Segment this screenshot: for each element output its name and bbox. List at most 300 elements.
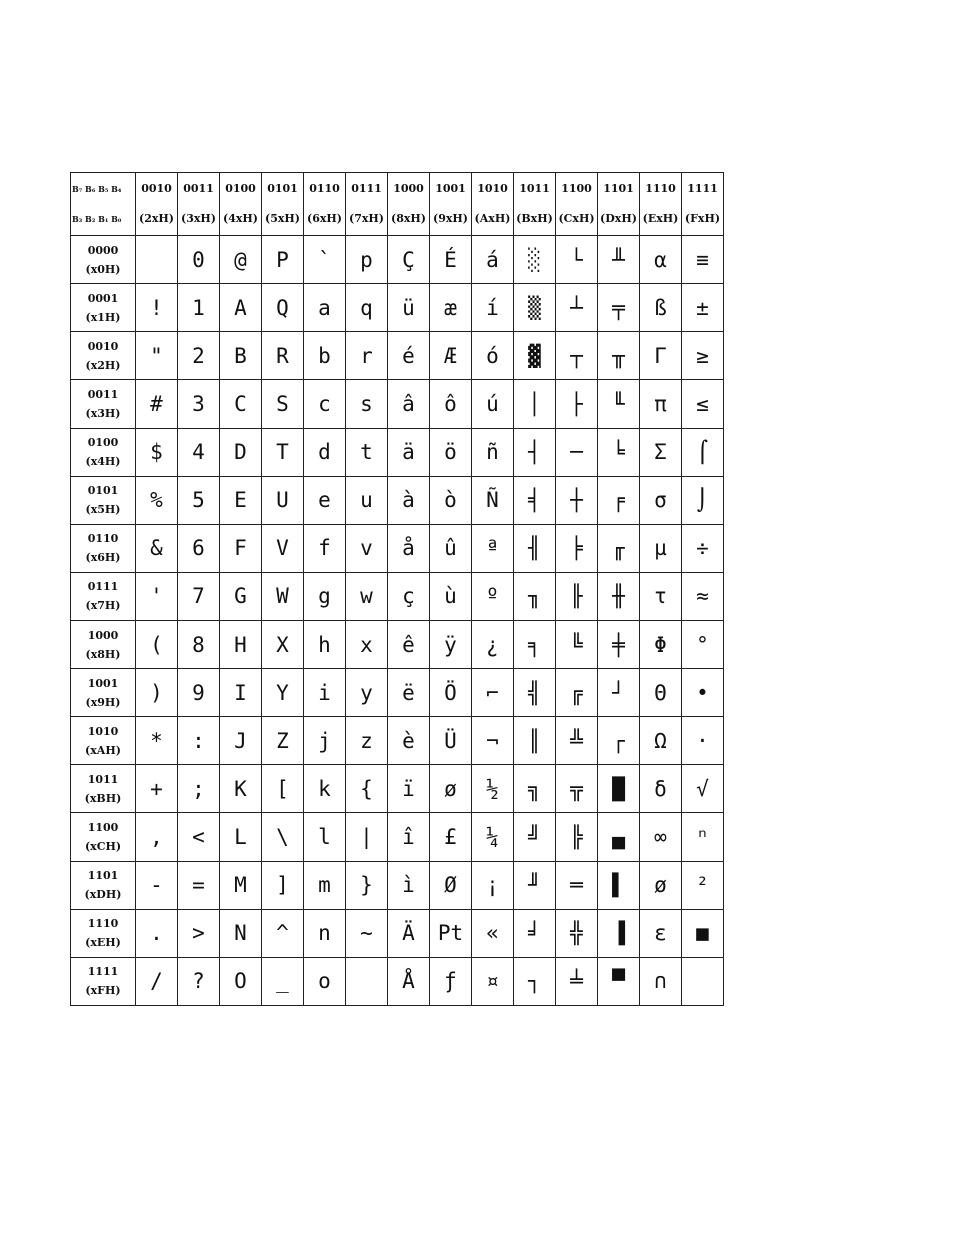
- char-cell: [472, 476, 514, 524]
- char-glyph: Ç: [402, 247, 415, 272]
- char-glyph: ⌠: [696, 440, 709, 465]
- row-header: [71, 717, 136, 765]
- char-cell: [472, 717, 514, 765]
- char-glyph: E: [234, 488, 247, 513]
- char-cell: [262, 861, 304, 909]
- char-cell: [136, 621, 178, 669]
- column-header-hex: (FxH): [684, 212, 721, 226]
- char-glyph: $: [150, 440, 163, 465]
- char-glyph: y: [360, 680, 373, 705]
- char-glyph: S: [276, 392, 289, 417]
- column-header: [556, 173, 598, 236]
- char-cell: [514, 957, 556, 1005]
- char-cell: [514, 428, 556, 476]
- char-cell: [262, 957, 304, 1005]
- char-cell: [388, 717, 430, 765]
- char-cell: [430, 621, 472, 669]
- row-header: [71, 621, 136, 669]
- char-glyph: `: [318, 247, 331, 272]
- char-cell: [388, 524, 430, 572]
- char-cell: [430, 572, 472, 620]
- char-cell: [220, 813, 262, 861]
- char-cell: [430, 332, 472, 380]
- char-cell: [640, 524, 682, 572]
- char-cell: [556, 572, 598, 620]
- row-header-binary: 1011: [87, 772, 119, 786]
- char-glyph: r: [360, 343, 373, 368]
- char-glyph: ╠: [570, 825, 583, 849]
- char-glyph: ñ: [486, 440, 499, 465]
- char-cell: [640, 476, 682, 524]
- char-cell: [220, 909, 262, 957]
- char-cell: [682, 717, 724, 765]
- char-cell: [304, 621, 346, 669]
- char-cell: [430, 957, 472, 1005]
- char-glyph: %: [150, 488, 163, 513]
- char-cell: [136, 332, 178, 380]
- char-glyph: .: [150, 921, 163, 946]
- table-row: [71, 524, 724, 572]
- char-glyph: _: [276, 969, 289, 994]
- char-cell: [178, 957, 220, 1005]
- column-header-binary: 1110: [645, 182, 676, 196]
- char-cell: [640, 284, 682, 332]
- char-cell: [514, 524, 556, 572]
- char-cell: [556, 524, 598, 572]
- char-cell: [682, 332, 724, 380]
- char-glyph: p: [360, 247, 373, 272]
- char-glyph: o: [318, 969, 331, 994]
- column-header-binary: 0100: [225, 182, 256, 196]
- char-cell: [178, 813, 220, 861]
- char-cell: [304, 380, 346, 428]
- char-cell: [388, 813, 430, 861]
- column-header-hex: (5xH): [264, 212, 300, 226]
- column-header-hex: (9xH): [432, 212, 468, 226]
- char-cell: [556, 861, 598, 909]
- char-glyph: |: [360, 825, 373, 849]
- char-glyph: ü: [402, 295, 415, 320]
- char-glyph: ─: [570, 440, 583, 465]
- char-glyph: U: [276, 488, 289, 513]
- char-glyph: ø: [444, 776, 457, 801]
- column-header: [472, 173, 514, 236]
- char-glyph: Γ: [654, 343, 667, 368]
- char-cell: [472, 765, 514, 813]
- char-cell: [178, 236, 220, 284]
- column-header-hex: (DxH): [600, 212, 637, 226]
- char-cell: [598, 572, 640, 620]
- char-glyph: º: [486, 584, 499, 609]
- char-cell: [514, 236, 556, 284]
- char-glyph: ó: [486, 343, 499, 368]
- char-cell: [262, 669, 304, 717]
- char-cell: [136, 861, 178, 909]
- table-row: [71, 332, 724, 380]
- char-cell: [598, 236, 640, 284]
- char-glyph: ▐: [612, 921, 625, 946]
- char-glyph: ^: [276, 921, 289, 946]
- char-glyph: Ñ: [486, 488, 499, 513]
- char-glyph: σ: [654, 488, 667, 513]
- row-header-binary: 1101: [87, 869, 119, 883]
- char-glyph: ≈: [696, 584, 709, 609]
- char-cell: [640, 957, 682, 1005]
- char-glyph: │: [528, 392, 541, 417]
- char-cell: [556, 332, 598, 380]
- char-cell: [472, 332, 514, 380]
- char-cell: [640, 813, 682, 861]
- char-glyph: ·: [696, 728, 709, 753]
- char-cell: [640, 717, 682, 765]
- row-header-hex: (x3H): [85, 407, 121, 421]
- char-cell: [304, 813, 346, 861]
- column-header-binary: 1011: [519, 182, 550, 196]
- column-header: [136, 173, 178, 236]
- char-glyph: <: [192, 825, 205, 849]
- char-glyph: ô: [444, 392, 457, 417]
- row-header-hex: (x8H): [85, 647, 121, 661]
- char-cell: [220, 476, 262, 524]
- column-header-binary: 0111: [351, 182, 382, 196]
- char-cell: [472, 236, 514, 284]
- char-cell: [178, 909, 220, 957]
- char-cell: [346, 765, 388, 813]
- char-cell: [178, 765, 220, 813]
- char-glyph: ╟: [570, 584, 583, 609]
- char-cell: [304, 236, 346, 284]
- char-cell: [220, 669, 262, 717]
- column-header-hex: (2xH): [138, 212, 174, 226]
- char-glyph: F: [234, 536, 247, 561]
- char-cell: [178, 572, 220, 620]
- char-glyph: ╨: [612, 247, 625, 272]
- char-cell: [346, 813, 388, 861]
- char-glyph: ┬: [570, 343, 583, 368]
- column-header-hex: (6xH): [306, 212, 342, 226]
- char-glyph: !: [150, 295, 163, 320]
- char-glyph: ╙: [612, 392, 625, 417]
- char-cell: [556, 813, 598, 861]
- char-cell: [262, 717, 304, 765]
- char-glyph: v: [360, 536, 373, 561]
- char-glyph: ÿ: [444, 632, 457, 657]
- char-cell: [640, 428, 682, 476]
- char-cell: [472, 380, 514, 428]
- column-header-hex: (8xH): [390, 212, 426, 226]
- char-cell: [598, 669, 640, 717]
- char-glyph: Ä: [402, 921, 415, 946]
- char-glyph: É: [444, 247, 457, 272]
- char-glyph: @: [234, 247, 247, 272]
- column-header: [262, 173, 304, 236]
- char-glyph: å: [402, 536, 415, 561]
- char-glyph: ¤: [486, 969, 499, 994]
- char-cell: [388, 380, 430, 428]
- char-cell: [304, 957, 346, 1005]
- char-cell: [556, 380, 598, 428]
- char-glyph: ╒: [612, 488, 625, 513]
- char-cell: [346, 909, 388, 957]
- char-glyph: ┘: [612, 680, 625, 705]
- char-glyph: ~: [360, 921, 373, 946]
- char-cell: [220, 621, 262, 669]
- char-glyph: ú: [486, 392, 499, 417]
- char-glyph: ┼: [570, 488, 583, 513]
- char-cell: [304, 765, 346, 813]
- char-glyph: N: [234, 921, 247, 946]
- char-cell: [430, 909, 472, 957]
- row-header-hex: (x4H): [85, 455, 121, 469]
- char-cell: [262, 524, 304, 572]
- char-glyph: Φ: [654, 632, 667, 657]
- code-page-table-container: [70, 172, 724, 1006]
- row-header: [71, 236, 136, 284]
- row-header-hex: (xAH): [85, 743, 121, 757]
- column-header-binary: 1010: [477, 182, 508, 196]
- char-cell: [388, 621, 430, 669]
- char-cell: [598, 813, 640, 861]
- char-cell: [640, 621, 682, 669]
- char-glyph: ∩: [654, 969, 667, 994]
- char-cell: [556, 236, 598, 284]
- char-cell: [136, 380, 178, 428]
- char-glyph: «: [486, 921, 499, 946]
- char-glyph: Ö: [444, 680, 457, 705]
- char-cell: [556, 428, 598, 476]
- char-cell: [682, 380, 724, 428]
- char-glyph: ]: [276, 873, 289, 898]
- row-header: [71, 813, 136, 861]
- char-glyph: ╖: [528, 584, 541, 609]
- char-cell: [136, 428, 178, 476]
- char-glyph: f: [318, 536, 331, 561]
- char-cell: [346, 476, 388, 524]
- char-cell: [262, 813, 304, 861]
- char-glyph: D: [234, 440, 247, 465]
- char-cell: [514, 909, 556, 957]
- row-header-binary: 0111: [87, 580, 119, 594]
- char-cell: [472, 813, 514, 861]
- char-glyph: /: [150, 969, 163, 994]
- char-cell: [514, 813, 556, 861]
- row-header-hex: (x1H): [85, 310, 121, 324]
- char-glyph: g: [318, 584, 331, 609]
- char-glyph: ┐: [528, 969, 541, 994]
- char-cell: [262, 476, 304, 524]
- char-cell: [262, 380, 304, 428]
- char-cell: [682, 813, 724, 861]
- char-glyph: ╚: [570, 632, 583, 657]
- char-cell: [514, 476, 556, 524]
- char-cell: [346, 861, 388, 909]
- char-glyph: ¿: [486, 632, 499, 657]
- char-glyph: ┴: [570, 295, 583, 320]
- column-header: [346, 173, 388, 236]
- char-glyph: ╫: [612, 584, 625, 609]
- char-cell: [598, 957, 640, 1005]
- char-cell: [556, 284, 598, 332]
- char-cell: [178, 476, 220, 524]
- char-glyph: e: [318, 488, 331, 513]
- char-glyph: Æ: [444, 343, 457, 368]
- char-glyph: ¡: [486, 873, 499, 898]
- char-glyph: X: [276, 632, 289, 657]
- char-glyph: á: [486, 247, 499, 272]
- char-cell: [556, 476, 598, 524]
- char-cell: [304, 284, 346, 332]
- char-cell: [220, 524, 262, 572]
- column-header: [220, 173, 262, 236]
- char-glyph: \: [276, 825, 289, 849]
- char-cell: [178, 332, 220, 380]
- char-cell: [220, 717, 262, 765]
- char-cell: [346, 236, 388, 284]
- char-glyph: ╬: [570, 921, 583, 946]
- char-glyph: w: [360, 584, 373, 609]
- code-page-body: [71, 173, 724, 1006]
- char-glyph: √: [696, 776, 709, 801]
- char-glyph: 4: [192, 440, 205, 465]
- char-glyph: π: [654, 392, 667, 417]
- char-cell: [178, 717, 220, 765]
- char-glyph: •: [696, 680, 709, 705]
- char-glyph: O: [234, 969, 247, 994]
- column-header: [682, 173, 724, 236]
- corner-high-bits: B₇ B₆ B₅ B₄: [72, 184, 122, 195]
- char-glyph: +: [150, 776, 163, 801]
- char-cell: [346, 380, 388, 428]
- row-header-binary: 0101: [87, 484, 119, 498]
- char-cell: [682, 861, 724, 909]
- char-glyph: ë: [402, 680, 415, 705]
- char-cell: [220, 236, 262, 284]
- char-cell: [430, 669, 472, 717]
- char-cell: [136, 524, 178, 572]
- char-glyph: }: [360, 873, 373, 898]
- char-cell: [388, 765, 430, 813]
- row-header: [71, 380, 136, 428]
- column-header-hex: (CxH): [558, 212, 595, 226]
- char-cell: [346, 332, 388, 380]
- char-cell: [304, 909, 346, 957]
- row-header-hex: (x9H): [85, 695, 121, 709]
- char-cell: [682, 669, 724, 717]
- char-glyph: α: [654, 247, 667, 272]
- char-glyph: ì: [402, 873, 415, 898]
- char-glyph: :: [192, 728, 205, 753]
- char-cell: [346, 572, 388, 620]
- char-glyph: °: [696, 632, 709, 657]
- char-cell: [514, 380, 556, 428]
- char-glyph: ": [150, 343, 163, 368]
- char-cell: [682, 236, 724, 284]
- char-glyph: ╜: [528, 873, 541, 898]
- char-cell: [178, 284, 220, 332]
- row-header-hex: (xCH): [84, 840, 122, 853]
- char-glyph: z: [360, 728, 373, 753]
- char-glyph: Pt: [437, 921, 464, 946]
- char-cell: [346, 957, 388, 1005]
- char-glyph: k: [318, 776, 331, 801]
- char-cell: [136, 813, 178, 861]
- char-glyph: L: [234, 825, 247, 849]
- char-glyph: Ω: [654, 728, 667, 753]
- char-cell: [388, 909, 430, 957]
- char-glyph: ä: [402, 440, 415, 465]
- char-glyph: ╓: [612, 536, 625, 561]
- char-glyph: ╡: [528, 488, 541, 513]
- char-cell: [472, 909, 514, 957]
- char-cell: [640, 380, 682, 428]
- char-glyph: ╞: [570, 536, 583, 561]
- row-header: [71, 332, 136, 380]
- char-cell: [682, 765, 724, 813]
- row-header-binary: 0011: [87, 388, 119, 402]
- char-cell: [430, 524, 472, 572]
- char-glyph: I: [234, 680, 247, 705]
- column-header-hex: (BxH): [516, 212, 553, 226]
- char-cell: [598, 332, 640, 380]
- char-cell: [346, 524, 388, 572]
- row-header-binary: 0100: [87, 436, 119, 450]
- char-cell: [220, 380, 262, 428]
- char-glyph: é: [402, 343, 415, 368]
- char-glyph: ½: [486, 776, 499, 801]
- char-glyph: ╤: [612, 295, 625, 320]
- column-header-binary: 1000: [393, 182, 424, 196]
- row-header-binary: 1110: [87, 917, 119, 931]
- char-glyph: H: [234, 632, 247, 657]
- table-row: [71, 669, 724, 717]
- row-header-hex: (x0H): [85, 262, 121, 276]
- char-cell: [682, 572, 724, 620]
- char-cell: [178, 621, 220, 669]
- char-cell: [598, 861, 640, 909]
- table-row: [71, 717, 724, 765]
- char-cell: [304, 332, 346, 380]
- column-header: [304, 173, 346, 236]
- char-glyph: B: [234, 343, 247, 368]
- char-glyph: ÷: [696, 536, 709, 561]
- char-cell: [472, 572, 514, 620]
- row-header: [71, 476, 136, 524]
- row-header: [71, 669, 136, 717]
- char-cell: [178, 428, 220, 476]
- char-glyph: █: [612, 776, 625, 801]
- table-row: [71, 957, 724, 1005]
- row-header: [71, 572, 136, 620]
- column-header: [178, 173, 220, 236]
- char-cell: [346, 428, 388, 476]
- char-cell: [304, 476, 346, 524]
- char-cell: [598, 380, 640, 428]
- row-header-binary: 1000: [87, 628, 119, 642]
- char-cell: [598, 717, 640, 765]
- char-glyph: ╦: [570, 776, 583, 801]
- char-cell: [682, 428, 724, 476]
- char-cell: [220, 957, 262, 1005]
- char-glyph: ∞: [654, 825, 667, 849]
- column-header-binary: 0101: [267, 182, 298, 196]
- char-cell: [220, 861, 262, 909]
- char-glyph: 3: [192, 392, 205, 417]
- row-header-hex: (xBH): [84, 791, 122, 805]
- char-cell: [556, 669, 598, 717]
- char-cell: [640, 669, 682, 717]
- char-cell: [304, 572, 346, 620]
- char-cell: [388, 284, 430, 332]
